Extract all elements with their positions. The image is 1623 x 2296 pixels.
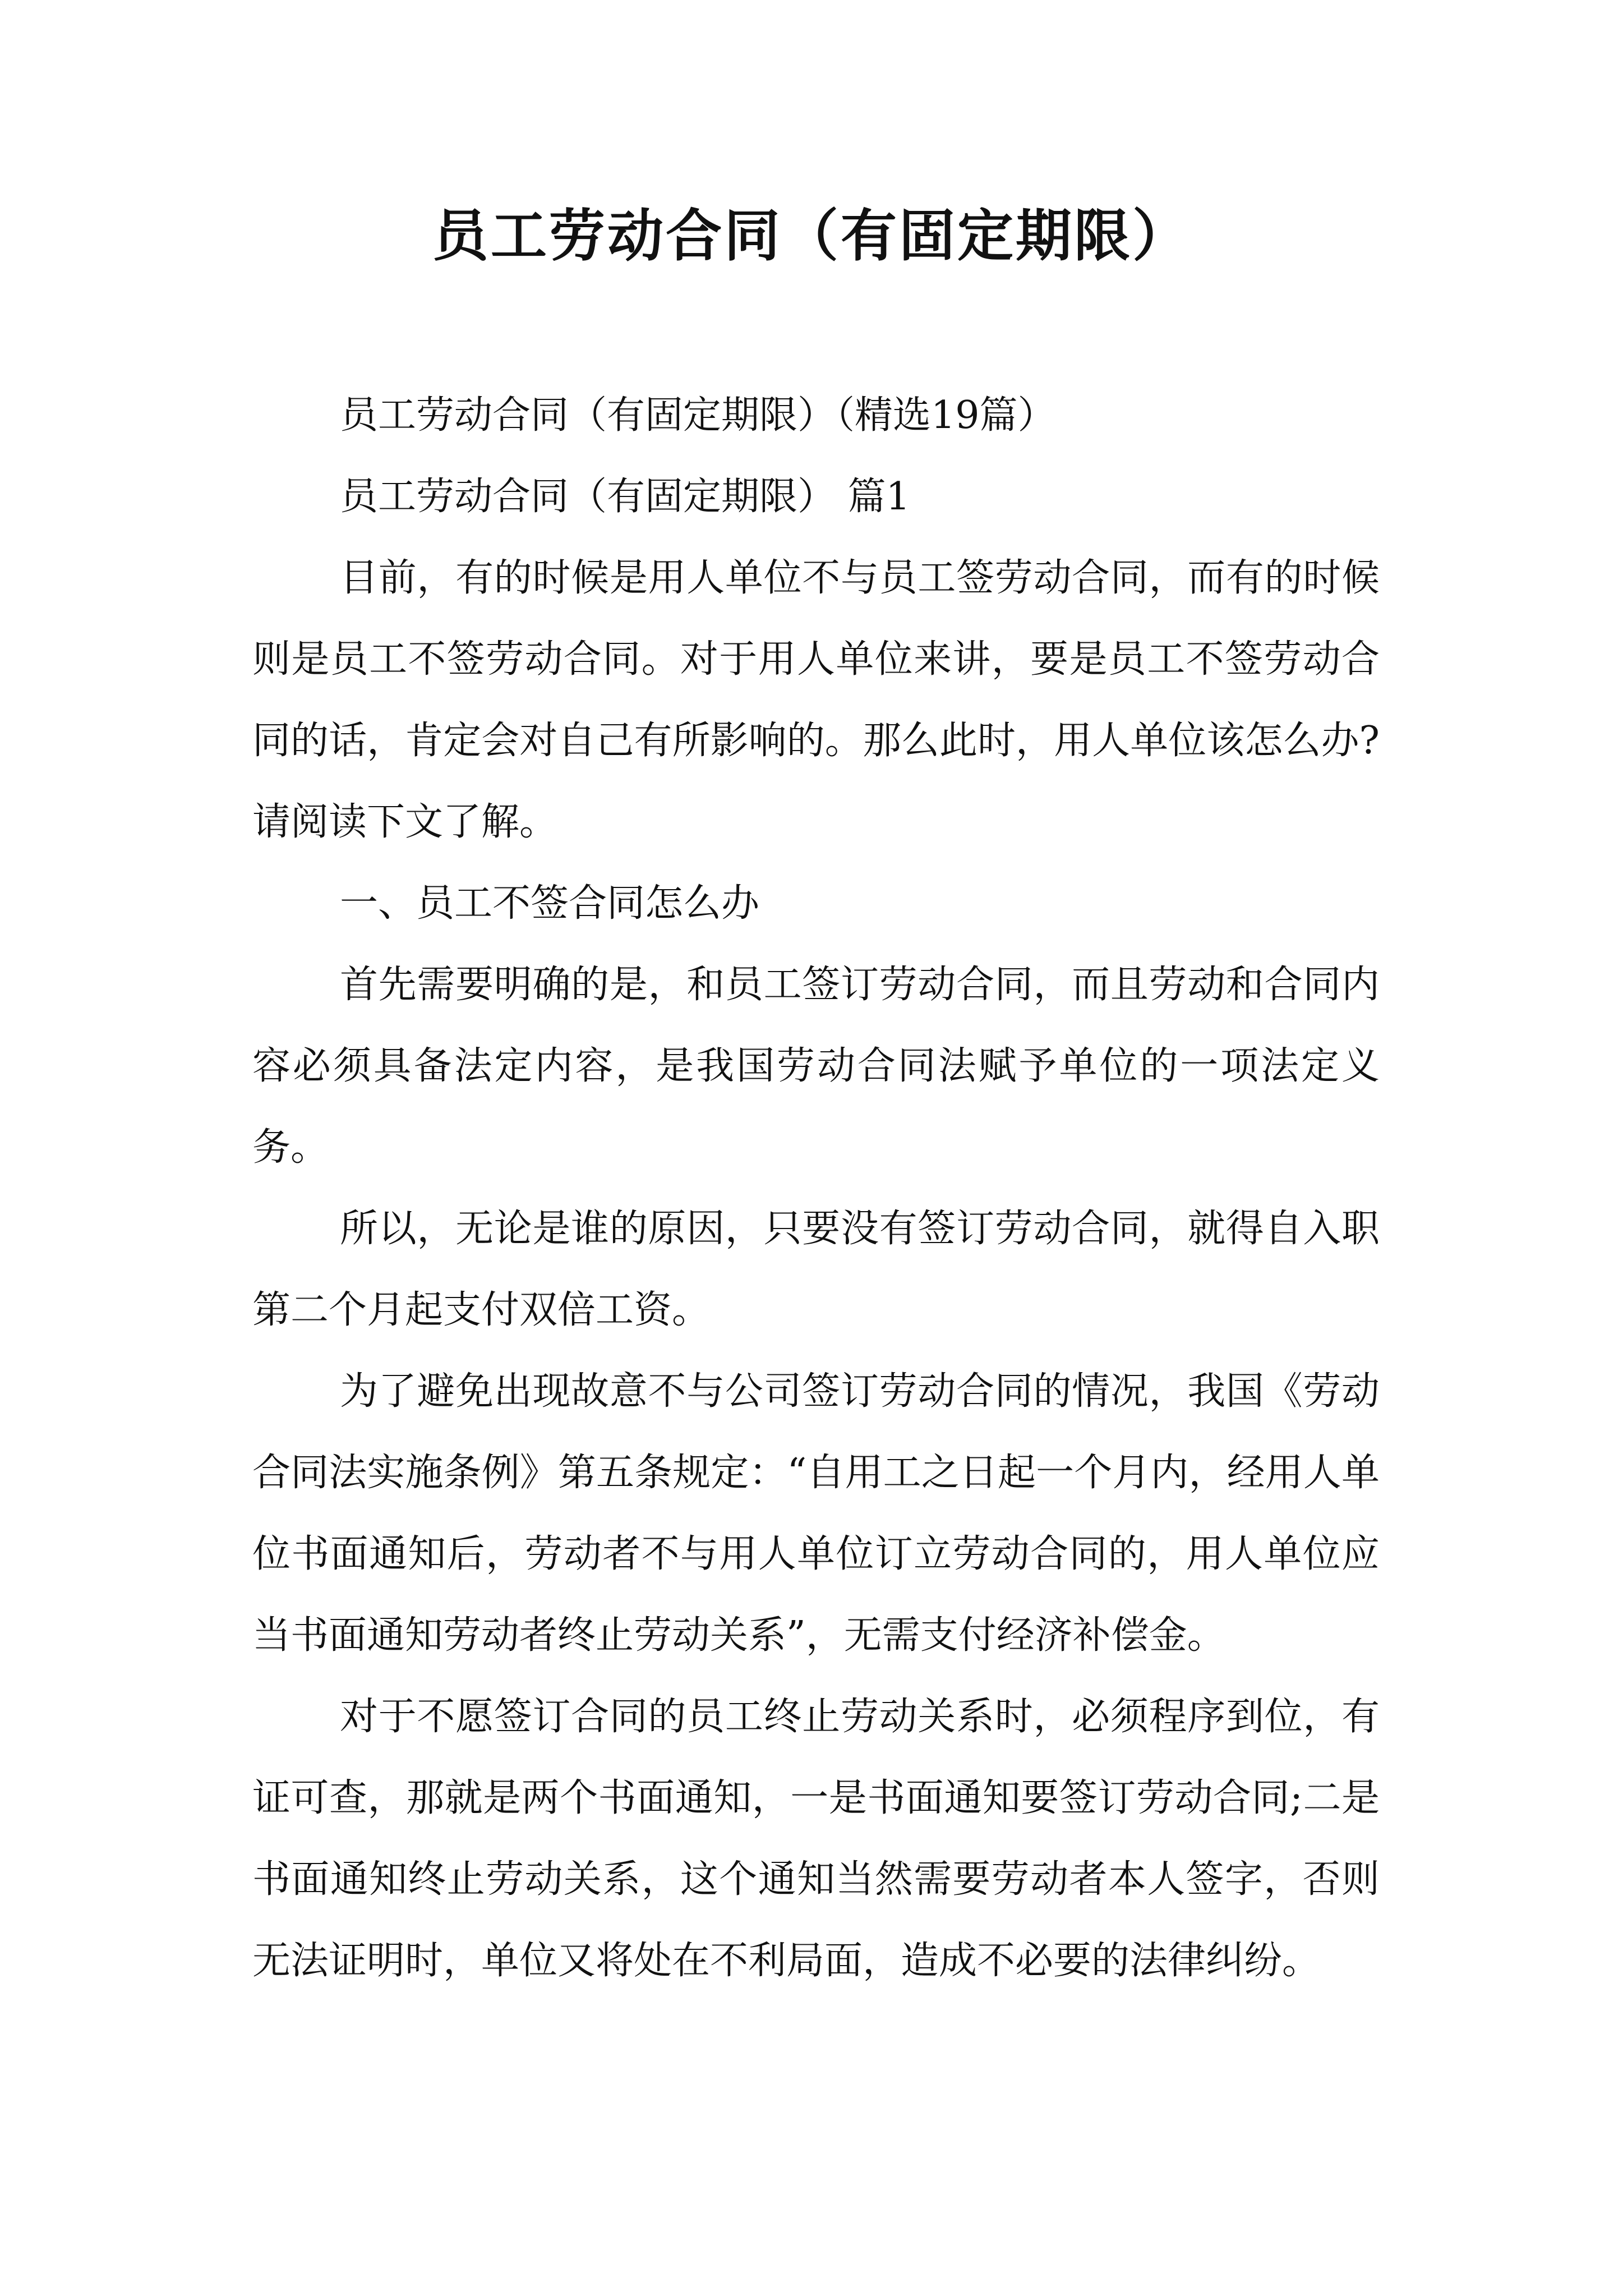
paragraph: 所以，无论是谁的原因，只要没有签订劳动合同，就得自入职第二个月起支付双倍工资。: [252, 1207, 1380, 1332]
document-body: [252, 375, 1380, 2001]
paragraph: 目前，有的时候是用人单位不与员工签劳动合同，而有的时候则是员工不签劳动合同。对于用人单位来讲，要是员工不签劳动合同的话，肯定会对自己有所影响的。那么此时，用人单位该怎么办?请阅读下文了解。: [252, 556, 1380, 844]
paragraph: 对于不愿签订合同的员工终止劳动关系时，必须程序到位，有证可查，那就是两个书面通知，一是书面通知要签订劳动合同;二是书面通知终止劳动关系，这个通知当然需要劳动者本人签字，否则无法证明时，单位又将处在不利局面，造成不必要的法律纠纷。: [252, 1695, 1380, 1983]
document-title: 员工劳动合同（有固定期限）: [432, 203, 1191, 269]
paragraph-subtitle: 员工劳动合同（有固定期限）（精选19篇）: [340, 393, 1056, 438]
paragraph-heading: 一、员工不签合同怎么办: [340, 881, 760, 926]
paragraph-section-heading: 员工劳动合同（有固定期限） 篇1: [340, 475, 910, 519]
paragraph: 首先需要明确的是，和员工签订劳动合同，而且劳动和合同内容必须具备法定内容，是我国劳动合同法赋予单位的一项法定义务。: [252, 963, 1380, 1170]
paragraph: 为了避免出现故意不与公司签订劳动合同的情况，我国《劳动合同法实施条例》第五条规定：“自用工之日起一个月内，经用人单位书面通知后，劳动者不与用人单位订立劳动合同的，用人单位应当书面通知劳动者终止劳动关系”，无需支付经济补偿金。: [252, 1369, 1380, 1658]
